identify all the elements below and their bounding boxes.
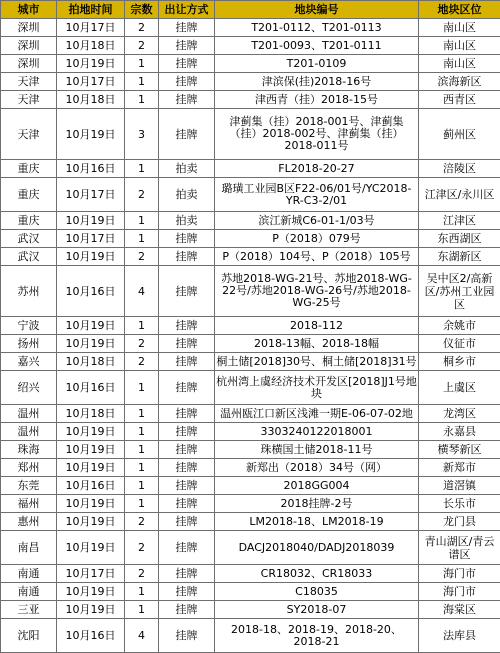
cell-city: 深圳 (1, 55, 57, 73)
cell-date: 10月19日 (57, 317, 125, 335)
cell-district: 桐乡市 (419, 353, 500, 371)
table-row (1, 459, 500, 477)
cell-city: 重庆 (1, 212, 57, 230)
cell-count: 1 (125, 91, 159, 109)
cell-city: 宁波 (1, 317, 57, 335)
table-row (1, 619, 500, 653)
table-row (1, 37, 500, 55)
cell-count: 2 (125, 565, 159, 583)
cell-method: 挂牌 (159, 565, 215, 583)
cell-plot: SY2018-07 (215, 601, 419, 619)
cell-count: 2 (125, 37, 159, 55)
table-row (1, 513, 500, 531)
cell-method: 挂牌 (159, 405, 215, 423)
cell-date: 10月17日 (57, 73, 125, 91)
cell-district: 长乐市 (419, 495, 500, 513)
cell-date: 10月18日 (57, 37, 125, 55)
table-row (1, 371, 500, 405)
cell-count: 1 (125, 371, 159, 405)
cell-district: 道滘镇 (419, 477, 500, 495)
cell-count: 2 (125, 178, 159, 212)
table-row (1, 441, 500, 459)
cell-count: 2 (125, 19, 159, 37)
cell-city: 深圳 (1, 19, 57, 37)
cell-city: 深圳 (1, 37, 57, 55)
cell-district: 东湖新区 (419, 248, 500, 266)
cell-city: 天津 (1, 73, 57, 91)
table-row (1, 531, 500, 565)
cell-plot: 2018-13幅、2018-18幅 (215, 335, 419, 353)
cell-date: 10月16日 (57, 160, 125, 178)
cell-count: 1 (125, 477, 159, 495)
cell-plot: 苏地2018-WG-21号、苏地2018-WG-22号/苏地2018-WG-26号/苏地2018-WG-25号 (215, 266, 419, 317)
cell-method: 挂牌 (159, 335, 215, 353)
cell-city: 天津 (1, 109, 57, 160)
table-row (1, 477, 500, 495)
table-row (1, 55, 500, 73)
cell-city: 温州 (1, 423, 57, 441)
cell-district: 吴中区2/高新区/苏州工业园区 (419, 266, 500, 317)
cell-date: 10月16日 (57, 619, 125, 653)
table-row (1, 335, 500, 353)
cell-count: 1 (125, 495, 159, 513)
cell-city: 南昌 (1, 531, 57, 565)
header-district: 地块区位 (419, 1, 500, 19)
cell-district: 海棠区 (419, 601, 500, 619)
table-row (1, 601, 500, 619)
cell-count: 1 (125, 583, 159, 601)
cell-district: 永嘉县 (419, 423, 500, 441)
cell-plot: 2018-18、2018-19、2018-20、2018-21 (215, 619, 419, 653)
table-row (1, 73, 500, 91)
cell-district: 余姚市 (419, 317, 500, 335)
table-row (1, 353, 500, 371)
cell-count: 2 (125, 335, 159, 353)
cell-plot: 津滨保(挂)2018-16号 (215, 73, 419, 91)
cell-plot: 新郑出（2018）34号（网） (215, 459, 419, 477)
cell-plot: 滨江新城C6-01-1/03号 (215, 212, 419, 230)
cell-date: 10月19日 (57, 55, 125, 73)
cell-plot: T201-0112、T201-0113 (215, 19, 419, 37)
cell-date: 10月16日 (57, 266, 125, 317)
cell-method: 挂牌 (159, 19, 215, 37)
cell-method: 挂牌 (159, 317, 215, 335)
cell-district: 蓟州区 (419, 109, 500, 160)
cell-district: 江津区 (419, 212, 500, 230)
table-body (1, 19, 500, 653)
cell-city: 扬州 (1, 335, 57, 353)
cell-plot: 2018GG004 (215, 477, 419, 495)
cell-date: 10月19日 (57, 248, 125, 266)
cell-city: 福州 (1, 495, 57, 513)
cell-count: 1 (125, 160, 159, 178)
cell-city: 重庆 (1, 160, 57, 178)
cell-count: 2 (125, 248, 159, 266)
cell-plot: 珠横国土储2018-11号 (215, 441, 419, 459)
cell-district: 龙湾区 (419, 405, 500, 423)
cell-count: 1 (125, 441, 159, 459)
cell-date: 10月17日 (57, 19, 125, 37)
cell-city: 绍兴 (1, 371, 57, 405)
cell-count: 1 (125, 405, 159, 423)
cell-city: 沈阳 (1, 619, 57, 653)
cell-city: 惠州 (1, 513, 57, 531)
cell-plot: 津蓟集（挂）2018-001号、津蓟集（挂）2018-002号、津蓟集（挂）2018-011号 (215, 109, 419, 160)
table-row (1, 248, 500, 266)
header-city: 城市 (1, 1, 57, 19)
cell-date: 10月18日 (57, 405, 125, 423)
cell-date: 10月19日 (57, 109, 125, 160)
cell-method: 拍卖 (159, 212, 215, 230)
cell-method: 挂牌 (159, 248, 215, 266)
cell-method: 挂牌 (159, 353, 215, 371)
cell-plot: 津西青（挂）2018-15号 (215, 91, 419, 109)
cell-method: 挂牌 (159, 371, 215, 405)
cell-district: 南山区 (419, 55, 500, 73)
cell-city: 南通 (1, 565, 57, 583)
cell-district: 江津区/永川区 (419, 178, 500, 212)
cell-district: 横琴新区 (419, 441, 500, 459)
cell-method: 拍卖 (159, 178, 215, 212)
cell-count: 1 (125, 73, 159, 91)
cell-date: 10月19日 (57, 495, 125, 513)
cell-district: 法库县 (419, 619, 500, 653)
cell-date: 10月19日 (57, 423, 125, 441)
cell-count: 2 (125, 353, 159, 371)
cell-date: 10月19日 (57, 335, 125, 353)
cell-plot: CR18032、CR18033 (215, 565, 419, 583)
cell-date: 10月19日 (57, 441, 125, 459)
cell-date: 10月18日 (57, 91, 125, 109)
cell-plot: T201-0109 (215, 55, 419, 73)
cell-city: 三亚 (1, 601, 57, 619)
table-row (1, 423, 500, 441)
cell-count: 2 (125, 513, 159, 531)
cell-city: 东莞 (1, 477, 57, 495)
cell-count: 1 (125, 459, 159, 477)
cell-plot: 温州瓯江口新区浅滩一期E-06-07-02地 (215, 405, 419, 423)
cell-district: 海门市 (419, 565, 500, 583)
table-row (1, 19, 500, 37)
table-row (1, 583, 500, 601)
cell-method: 挂牌 (159, 266, 215, 317)
cell-method: 挂牌 (159, 423, 215, 441)
cell-count: 1 (125, 423, 159, 441)
cell-city: 武汉 (1, 248, 57, 266)
table-row (1, 317, 500, 335)
cell-plot: C18035 (215, 583, 419, 601)
table-row (1, 212, 500, 230)
cell-district: 仪征市 (419, 335, 500, 353)
table-row (1, 160, 500, 178)
header-plot: 地块编号 (215, 1, 419, 19)
cell-district: 滨海新区 (419, 73, 500, 91)
table-row (1, 178, 500, 212)
table-row (1, 230, 500, 248)
cell-date: 10月19日 (57, 601, 125, 619)
cell-date: 10月19日 (57, 459, 125, 477)
cell-plot: DACJ2018040/DADJ2018039 (215, 531, 419, 565)
cell-plot: T201-0093、T201-0111 (215, 37, 419, 55)
cell-method: 挂牌 (159, 495, 215, 513)
cell-count: 1 (125, 212, 159, 230)
cell-date: 10月18日 (57, 353, 125, 371)
cell-district: 西青区 (419, 91, 500, 109)
cell-method: 挂牌 (159, 230, 215, 248)
cell-plot: 2018-112 (215, 317, 419, 335)
cell-date: 10月17日 (57, 178, 125, 212)
cell-plot: P（2018）104号、P（2018）105号 (215, 248, 419, 266)
cell-plot: 2018挂牌-2号 (215, 495, 419, 513)
cell-count: 1 (125, 55, 159, 73)
cell-method: 挂牌 (159, 583, 215, 601)
cell-district: 上虞区 (419, 371, 500, 405)
cell-city: 南通 (1, 583, 57, 601)
cell-method: 挂牌 (159, 513, 215, 531)
cell-method: 挂牌 (159, 55, 215, 73)
cell-city: 温州 (1, 405, 57, 423)
cell-date: 10月16日 (57, 371, 125, 405)
cell-district: 新郑市 (419, 459, 500, 477)
cell-date: 10月19日 (57, 212, 125, 230)
cell-method: 挂牌 (159, 619, 215, 653)
cell-count: 1 (125, 317, 159, 335)
cell-city: 苏州 (1, 266, 57, 317)
header-count: 宗数 (125, 1, 159, 19)
cell-district: 南山区 (419, 19, 500, 37)
table-header (1, 1, 500, 19)
cell-date: 10月19日 (57, 583, 125, 601)
table-row (1, 565, 500, 583)
header-date: 拍地时间 (57, 1, 125, 19)
header-method: 出让方式 (159, 1, 215, 19)
cell-district: 青山湖区/青云谱区 (419, 531, 500, 565)
cell-plot: FL2018-20-27 (215, 160, 419, 178)
cell-district: 龙门县 (419, 513, 500, 531)
cell-city: 重庆 (1, 178, 57, 212)
cell-method: 挂牌 (159, 91, 215, 109)
cell-method: 挂牌 (159, 37, 215, 55)
cell-method: 挂牌 (159, 109, 215, 160)
table-row (1, 495, 500, 513)
cell-date: 10月17日 (57, 230, 125, 248)
cell-city: 嘉兴 (1, 353, 57, 371)
cell-date: 10月19日 (57, 513, 125, 531)
cell-count: 1 (125, 601, 159, 619)
cell-date: 10月16日 (57, 477, 125, 495)
cell-plot: 3303240122018001 (215, 423, 419, 441)
cell-plot: 杭州湾上虞经济技术开发区[2018]J1号地块 (215, 371, 419, 405)
cell-district: 南山区 (419, 37, 500, 55)
cell-city: 珠海 (1, 441, 57, 459)
cell-city: 郑州 (1, 459, 57, 477)
cell-count: 4 (125, 266, 159, 317)
table-row (1, 109, 500, 160)
cell-method: 挂牌 (159, 477, 215, 495)
cell-method: 挂牌 (159, 73, 215, 91)
cell-plot: 璐璜工业园B区F22-06/01号/YC2018-YR-C3-2/01 (215, 178, 419, 212)
cell-method: 挂牌 (159, 601, 215, 619)
table-row (1, 405, 500, 423)
cell-method: 挂牌 (159, 531, 215, 565)
cell-district: 东西湖区 (419, 230, 500, 248)
cell-method: 挂牌 (159, 459, 215, 477)
table-row (1, 266, 500, 317)
cell-count: 2 (125, 531, 159, 565)
cell-district: 涪陵区 (419, 160, 500, 178)
cell-count: 4 (125, 619, 159, 653)
table-row (1, 91, 500, 109)
cell-city: 武汉 (1, 230, 57, 248)
header-row (1, 1, 500, 19)
cell-count: 1 (125, 230, 159, 248)
cell-method: 拍卖 (159, 160, 215, 178)
cell-city: 天津 (1, 91, 57, 109)
cell-plot: 桐土储[2018]30号、桐土储[2018]31号 (215, 353, 419, 371)
cell-count: 3 (125, 109, 159, 160)
cell-method: 挂牌 (159, 441, 215, 459)
cell-date: 10月19日 (57, 531, 125, 565)
cell-plot: LM2018-18、LM2018-19 (215, 513, 419, 531)
cell-date: 10月17日 (57, 565, 125, 583)
cell-district: 海门市 (419, 583, 500, 601)
cell-plot: P（2018）079号 (215, 230, 419, 248)
